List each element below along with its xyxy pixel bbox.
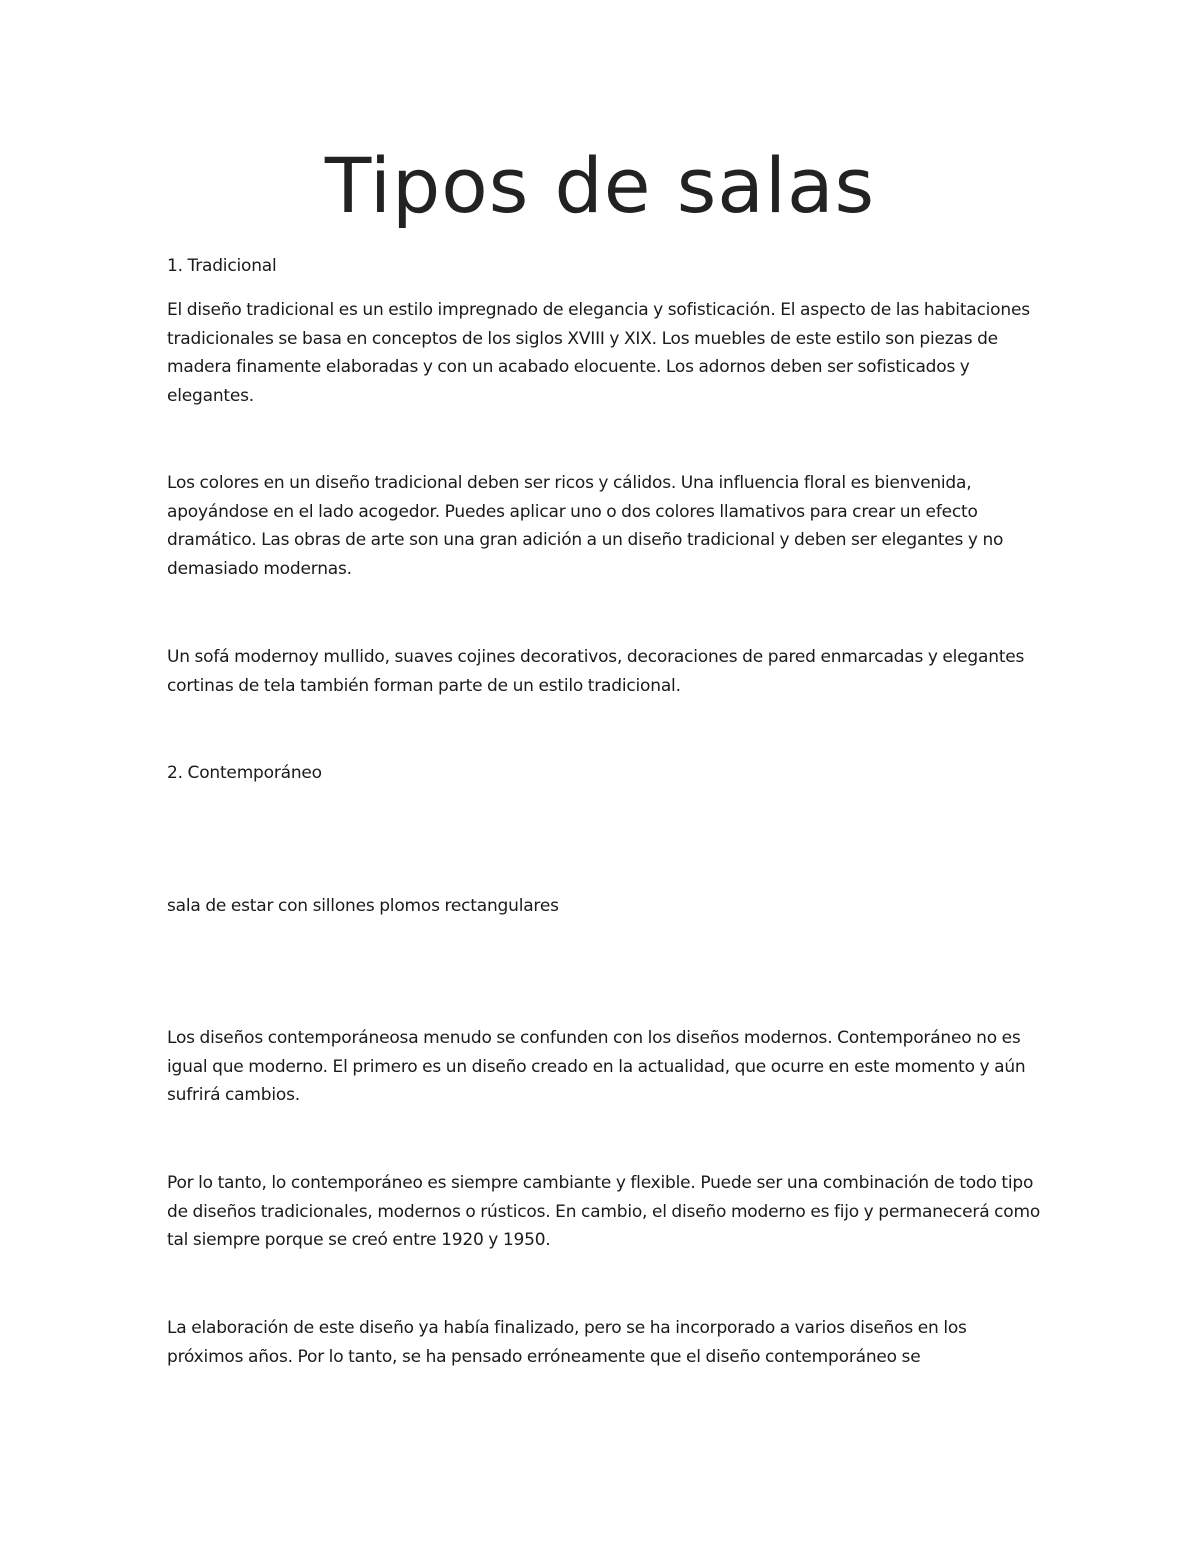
section-heading-contemporaneo: 2. Contemporáneo	[167, 763, 322, 783]
section-heading-tradicional: 1. Tradicional	[167, 256, 277, 276]
paragraph-contemporaneo-elaboracion: La elaboración de este diseño ya había finalizado, pero se ha incorporado a varios diseños en los próximos años. Por lo tanto, se ha pensado erróneamente que el diseño contemporáneo se	[167, 1318, 967, 1367]
paragraph-contemporaneo-flexible: Por lo tanto, lo contemporáneo es siempre cambiante y flexible. Puede ser una combinación de todo tipo de diseños tradicionales, modernos o rústicos. En cambio, el diseño moderno es fijo y permanecerá como tal siempre porque se creó entre 1920 y 1950.	[167, 1173, 1041, 1250]
paragraph-tradicional-colores: Los colores en un diseño tradicional deben ser ricos y cálidos. Una influencia floral es bienvenida, apoyándose en el lado acogedor. Puedes aplicar uno o dos colores llamativos para crear un efecto dramático. Las obras de arte son una gran adición a un diseño tradicional y deben ser elegantes y no demasiado modernas.	[167, 473, 1004, 579]
page-title: Tipos de salas	[324, 141, 876, 230]
paragraph-contemporaneo-intro: Los diseños contemporáneosa menudo se confunden con los diseños modernos. Contemporáneo no es igual que moderno. El primero es un diseño creado en la actualidad, que ocurre en este momento y aún sufrirá cambios.	[167, 1028, 1026, 1105]
paragraph-tradicional-muebles: Un sofá modernoy mullido, suaves cojines decorativos, decoraciones de pared enmarcadas y elegantes cortinas de tela también forman parte de un estilo tradicional.	[167, 647, 1025, 696]
paragraph-tradicional-intro: El diseño tradicional es un estilo impregnado de elegancia y sofisticación. El aspecto de las habitaciones tradicionales se basa en conceptos de los siglos XVIII y XIX. Los muebles de este estilo son piezas de madera finamente elaboradas y con un acabado elocuente. Los adornos deben ser sofisticados y elegantes.	[167, 300, 1030, 406]
image-caption: sala de estar con sillones plomos rectangulares	[167, 896, 559, 916]
